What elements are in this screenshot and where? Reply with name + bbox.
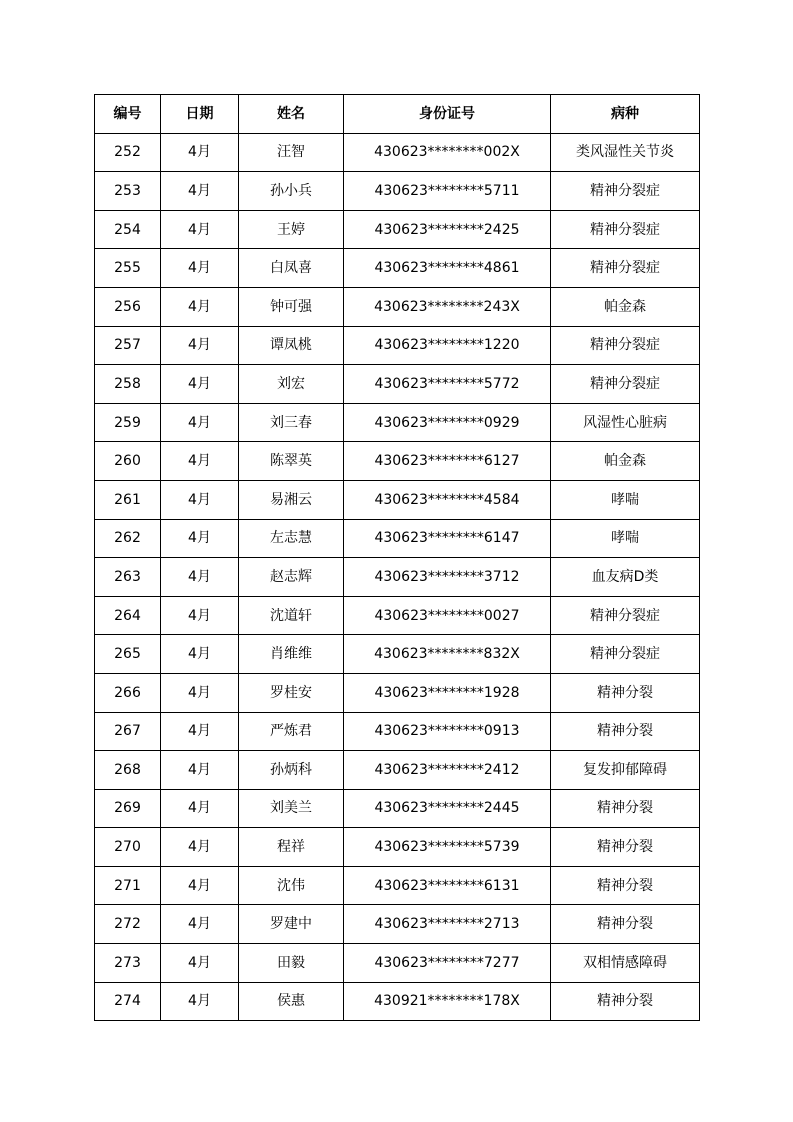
cell-disease: 精神分裂 xyxy=(551,673,700,712)
cell-id-number: 430623********0929 xyxy=(344,403,551,442)
cell-number: 252 xyxy=(95,133,161,172)
cell-date: 4月 xyxy=(161,905,239,944)
cell-date: 4月 xyxy=(161,326,239,365)
cell-date: 4月 xyxy=(161,403,239,442)
cell-id-number: 430623********1928 xyxy=(344,673,551,712)
cell-id-number: 430921********178X xyxy=(344,982,551,1021)
cell-disease: 精神分裂症 xyxy=(551,172,700,211)
cell-date: 4月 xyxy=(161,133,239,172)
cell-number: 260 xyxy=(95,442,161,481)
cell-number: 253 xyxy=(95,172,161,211)
cell-disease: 精神分裂症 xyxy=(551,596,700,635)
cell-number: 274 xyxy=(95,982,161,1021)
cell-number: 263 xyxy=(95,558,161,597)
cell-id-number: 430623********2713 xyxy=(344,905,551,944)
cell-number: 265 xyxy=(95,635,161,674)
cell-name: 程祥 xyxy=(239,828,344,867)
cell-disease: 精神分裂 xyxy=(551,905,700,944)
cell-number: 273 xyxy=(95,944,161,983)
cell-name: 罗桂安 xyxy=(239,673,344,712)
cell-disease: 精神分裂症 xyxy=(551,326,700,365)
table-row xyxy=(95,944,700,983)
cell-disease: 精神分裂 xyxy=(551,712,700,751)
cell-id-number: 430623********2445 xyxy=(344,789,551,828)
cell-name: 汪智 xyxy=(239,133,344,172)
header-name: 姓名 xyxy=(239,95,344,134)
cell-disease: 帕金森 xyxy=(551,442,700,481)
cell-name: 刘美兰 xyxy=(239,789,344,828)
cell-disease: 哮喘 xyxy=(551,480,700,519)
cell-name: 左志慧 xyxy=(239,519,344,558)
cell-name: 谭凤桃 xyxy=(239,326,344,365)
table-row xyxy=(95,558,700,597)
table-row xyxy=(95,866,700,905)
table-row xyxy=(95,326,700,365)
cell-number: 266 xyxy=(95,673,161,712)
cell-disease: 精神分裂 xyxy=(551,789,700,828)
table-row xyxy=(95,789,700,828)
cell-number: 257 xyxy=(95,326,161,365)
table-row xyxy=(95,365,700,404)
cell-number: 262 xyxy=(95,519,161,558)
cell-date: 4月 xyxy=(161,287,239,326)
header-row xyxy=(95,95,700,134)
cell-name: 孙小兵 xyxy=(239,172,344,211)
cell-date: 4月 xyxy=(161,866,239,905)
table-row xyxy=(95,172,700,211)
cell-name: 易湘云 xyxy=(239,480,344,519)
cell-number: 267 xyxy=(95,712,161,751)
cell-id-number: 430623********4861 xyxy=(344,249,551,288)
table-row xyxy=(95,249,700,288)
cell-date: 4月 xyxy=(161,712,239,751)
cell-id-number: 430623********6147 xyxy=(344,519,551,558)
cell-date: 4月 xyxy=(161,558,239,597)
cell-disease: 双相情感障碍 xyxy=(551,944,700,983)
table-row xyxy=(95,403,700,442)
cell-disease: 血友病D类 xyxy=(551,558,700,597)
cell-date: 4月 xyxy=(161,944,239,983)
cell-name: 沈道轩 xyxy=(239,596,344,635)
cell-number: 258 xyxy=(95,365,161,404)
cell-id-number: 430623********5711 xyxy=(344,172,551,211)
header-disease: 病种 xyxy=(551,95,700,134)
patient-table xyxy=(94,94,700,1021)
cell-id-number: 430623********5772 xyxy=(344,365,551,404)
cell-name: 孙炳科 xyxy=(239,751,344,790)
cell-disease: 精神分裂 xyxy=(551,866,700,905)
cell-id-number: 430623********0913 xyxy=(344,712,551,751)
cell-id-number: 430623********002X xyxy=(344,133,551,172)
cell-number: 261 xyxy=(95,480,161,519)
cell-number: 254 xyxy=(95,210,161,249)
cell-date: 4月 xyxy=(161,442,239,481)
cell-id-number: 430623********2425 xyxy=(344,210,551,249)
cell-number: 255 xyxy=(95,249,161,288)
table-row xyxy=(95,828,700,867)
cell-date: 4月 xyxy=(161,673,239,712)
cell-disease: 风湿性心脏病 xyxy=(551,403,700,442)
cell-number: 271 xyxy=(95,866,161,905)
table-row xyxy=(95,287,700,326)
cell-name: 刘三春 xyxy=(239,403,344,442)
cell-name: 刘宏 xyxy=(239,365,344,404)
cell-id-number: 430623********6131 xyxy=(344,866,551,905)
cell-disease: 精神分裂症 xyxy=(551,635,700,674)
cell-id-number: 430623********0027 xyxy=(344,596,551,635)
cell-date: 4月 xyxy=(161,519,239,558)
cell-name: 侯惠 xyxy=(239,982,344,1021)
table-row xyxy=(95,210,700,249)
cell-id-number: 430623********5739 xyxy=(344,828,551,867)
table-row xyxy=(95,982,700,1021)
cell-name: 白凤喜 xyxy=(239,249,344,288)
cell-date: 4月 xyxy=(161,480,239,519)
table-row xyxy=(95,596,700,635)
table-row xyxy=(95,519,700,558)
cell-disease: 哮喘 xyxy=(551,519,700,558)
cell-disease: 帕金森 xyxy=(551,287,700,326)
cell-number: 264 xyxy=(95,596,161,635)
table-row xyxy=(95,712,700,751)
header-id-number: 身份证号 xyxy=(344,95,551,134)
table-row xyxy=(95,442,700,481)
table-row xyxy=(95,133,700,172)
cell-number: 272 xyxy=(95,905,161,944)
cell-date: 4月 xyxy=(161,172,239,211)
cell-disease: 精神分裂 xyxy=(551,982,700,1021)
cell-name: 赵志辉 xyxy=(239,558,344,597)
table-row xyxy=(95,905,700,944)
cell-name: 王婷 xyxy=(239,210,344,249)
cell-id-number: 430623********1220 xyxy=(344,326,551,365)
cell-id-number: 430623********832X xyxy=(344,635,551,674)
cell-date: 4月 xyxy=(161,751,239,790)
cell-name: 陈翠英 xyxy=(239,442,344,481)
cell-name: 严炼君 xyxy=(239,712,344,751)
cell-id-number: 430623********6127 xyxy=(344,442,551,481)
cell-disease: 精神分裂 xyxy=(551,828,700,867)
cell-date: 4月 xyxy=(161,210,239,249)
cell-number: 270 xyxy=(95,828,161,867)
table-row xyxy=(95,751,700,790)
cell-disease: 精神分裂症 xyxy=(551,210,700,249)
table-body xyxy=(95,133,700,1021)
cell-number: 256 xyxy=(95,287,161,326)
cell-date: 4月 xyxy=(161,249,239,288)
cell-name: 沈伟 xyxy=(239,866,344,905)
cell-number: 269 xyxy=(95,789,161,828)
cell-date: 4月 xyxy=(161,596,239,635)
cell-disease: 精神分裂症 xyxy=(551,249,700,288)
cell-date: 4月 xyxy=(161,982,239,1021)
cell-name: 田毅 xyxy=(239,944,344,983)
cell-disease: 精神分裂症 xyxy=(551,365,700,404)
cell-id-number: 430623********4584 xyxy=(344,480,551,519)
table-header xyxy=(95,95,700,134)
cell-disease: 复发抑郁障碍 xyxy=(551,751,700,790)
cell-name: 钟可强 xyxy=(239,287,344,326)
table-row xyxy=(95,673,700,712)
cell-date: 4月 xyxy=(161,635,239,674)
header-number: 编号 xyxy=(95,95,161,134)
cell-date: 4月 xyxy=(161,828,239,867)
cell-id-number: 430623********243X xyxy=(344,287,551,326)
cell-disease: 类风湿性关节炎 xyxy=(551,133,700,172)
table-row xyxy=(95,480,700,519)
cell-id-number: 430623********7277 xyxy=(344,944,551,983)
cell-date: 4月 xyxy=(161,789,239,828)
cell-number: 259 xyxy=(95,403,161,442)
cell-id-number: 430623********2412 xyxy=(344,751,551,790)
header-date: 日期 xyxy=(161,95,239,134)
cell-id-number: 430623********3712 xyxy=(344,558,551,597)
table-row xyxy=(95,635,700,674)
cell-number: 268 xyxy=(95,751,161,790)
cell-name: 肖维维 xyxy=(239,635,344,674)
cell-name: 罗建中 xyxy=(239,905,344,944)
cell-date: 4月 xyxy=(161,365,239,404)
